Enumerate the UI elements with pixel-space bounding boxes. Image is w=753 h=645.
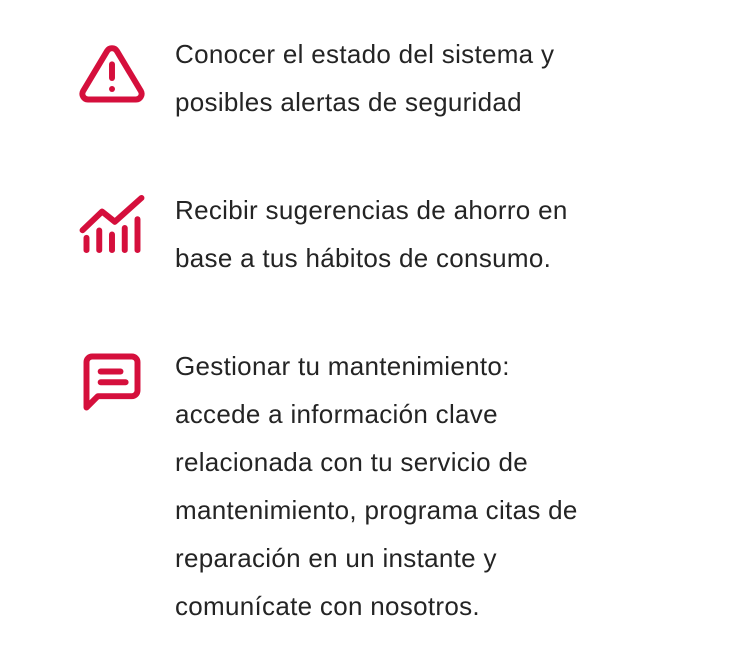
feature-text-line: comunícate con nosotros. xyxy=(175,591,480,621)
feature-text-line: reparación en un instante y xyxy=(175,543,497,573)
feature-text-line: accede a información clave xyxy=(175,399,498,429)
feature-item-system-alerts xyxy=(78,30,698,126)
feature-text xyxy=(175,30,554,126)
feature-text-line: relacionada con tu servicio de xyxy=(175,447,528,477)
feature-text-line: posibles alertas de seguridad xyxy=(175,87,522,117)
savings-chart-icon xyxy=(78,192,150,260)
feature-item-maintenance xyxy=(78,342,698,630)
feature-text-line: Conocer el estado del sistema y xyxy=(175,39,555,69)
feature-text-line: Recibir sugerencias de ahorro en xyxy=(175,195,568,225)
feature-text xyxy=(175,342,578,630)
feature-text-line: mantenimiento, programa citas de xyxy=(175,495,578,525)
alert-triangle-icon xyxy=(78,40,150,108)
chat-bubble-icon xyxy=(78,348,150,416)
feature-item-savings-suggestions xyxy=(78,186,698,282)
feature-text xyxy=(175,186,568,282)
feature-text-line: Gestionar tu mantenimiento: xyxy=(175,351,510,381)
feature-text-line: base a tus hábitos de consumo. xyxy=(175,243,552,273)
